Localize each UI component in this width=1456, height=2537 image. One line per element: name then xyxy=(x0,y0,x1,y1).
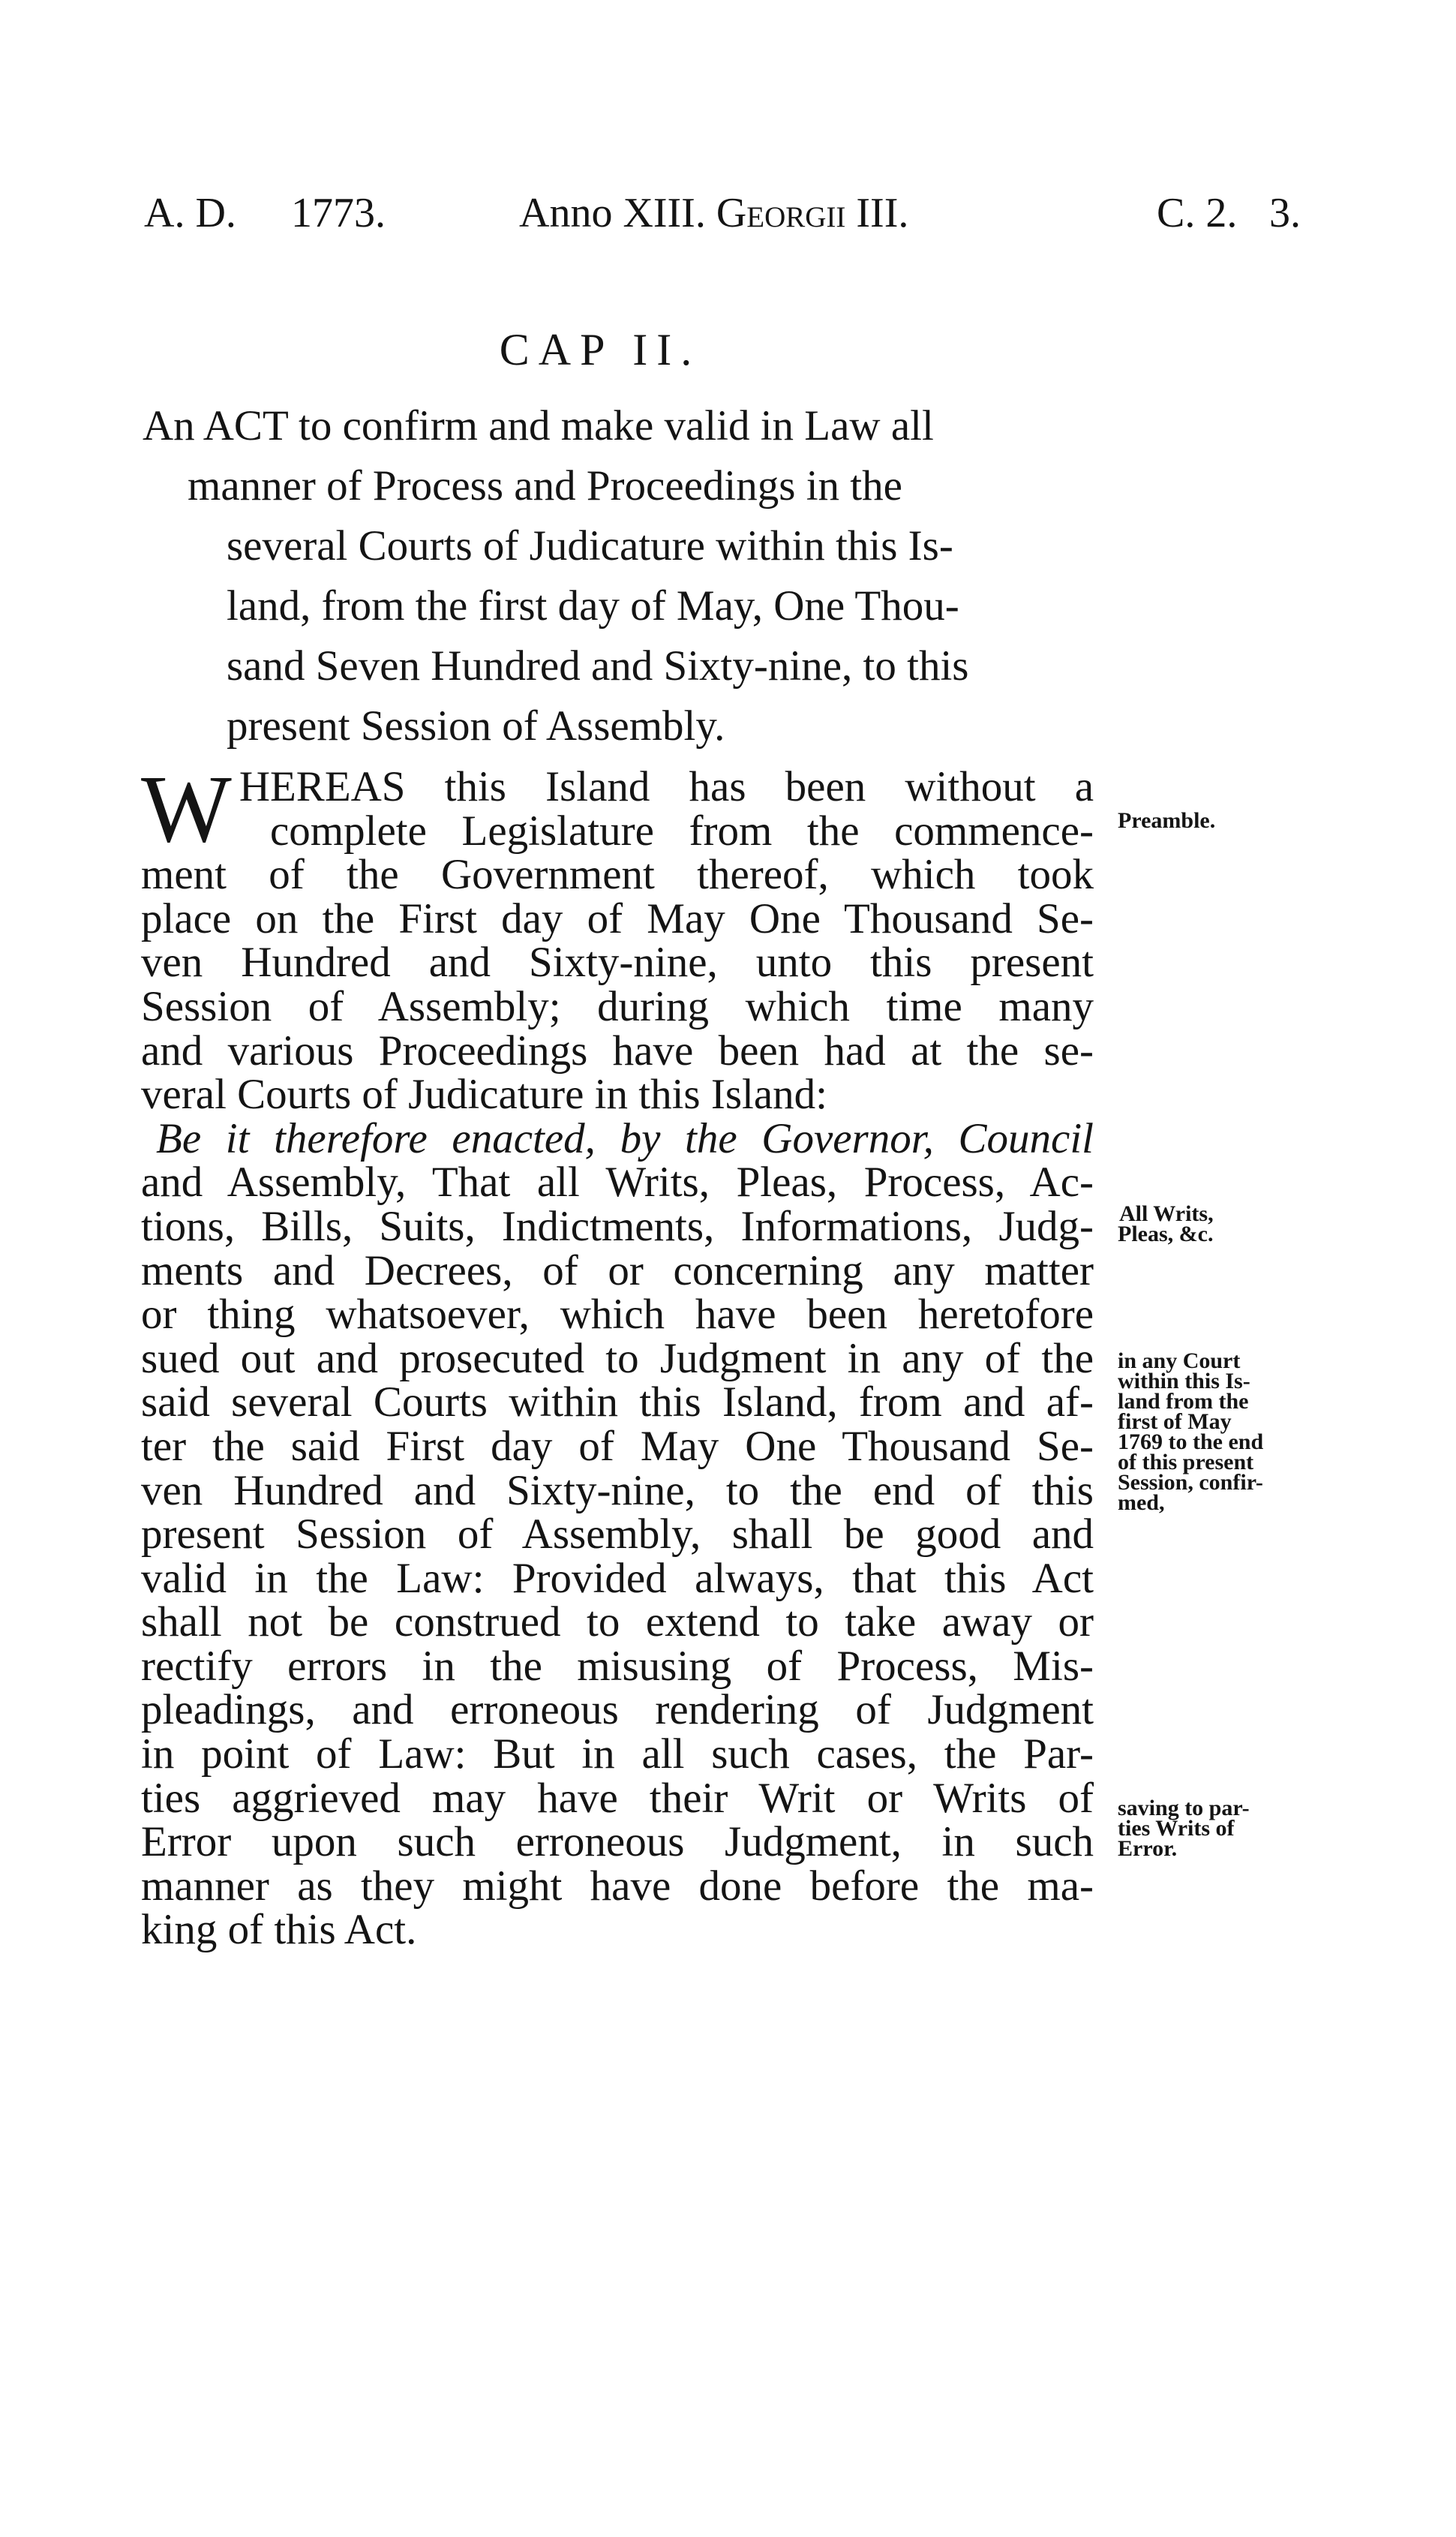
margin-note-line: Preamble. xyxy=(1118,808,1216,833)
text-line: sued out and prosecuted to Judgment in any of the xyxy=(141,1334,1094,1382)
margin-note-line: within this Is- xyxy=(1118,1369,1250,1393)
margin-note-line: of this present xyxy=(1118,1450,1254,1474)
preamble-paragraph xyxy=(141,756,1094,1119)
text-line: ments and Decrees, of or concerning any matter xyxy=(141,1246,1094,1294)
act-title-line: land, from the first day of May, One Thou- xyxy=(227,582,959,630)
text-line: ment of the Government thereof, which took xyxy=(141,851,1094,899)
margin-note-line: in any Court xyxy=(1118,1348,1241,1373)
text-line: Error upon such erroneous Judgment, in such xyxy=(141,1818,1094,1866)
text-line: and Assembly, That all Writs, Pleas, Process, Ac- xyxy=(141,1159,1094,1207)
text-line: manner as they might have done before the ma- xyxy=(141,1862,1094,1910)
margin-note-line: 1769 to the end xyxy=(1118,1429,1264,1454)
act-title xyxy=(135,396,1103,756)
margin-note-writs xyxy=(1118,1201,1335,1246)
margin-note-line: saving to par- xyxy=(1118,1796,1250,1820)
text-line: or thing whatsoever, which have been heretofore xyxy=(141,1291,1094,1339)
text-line: valid in the Law: Provided always, that this Act xyxy=(141,1554,1094,1602)
header-ad: A. D. xyxy=(144,190,236,236)
margin-note-court xyxy=(1118,1348,1335,1515)
text-line: king of this Act. xyxy=(141,1906,417,1954)
text-line: in point of Law: But in all such cases, the Par- xyxy=(141,1730,1094,1778)
text-line: tions, Bills, Suits, Indictments, Informations, Judg- xyxy=(141,1202,1094,1250)
text-line: ven Hundred and Sixty-nine, unto this present xyxy=(141,939,1094,987)
text-line: HEREAS this Island has been without a xyxy=(239,763,1094,810)
act-title-line: An ACT to confirm and make valid in Law all xyxy=(143,402,934,449)
text-line: Session of Assembly; during which time many xyxy=(141,982,1094,1030)
text-line: ven Hundred and Sixty-nine, to the end of this xyxy=(141,1466,1094,1514)
margin-note-line: land from the xyxy=(1118,1389,1249,1414)
margin-note-line: first of May xyxy=(1118,1409,1232,1434)
text-line: and various Proceedings have been had at the se- xyxy=(141,1027,1094,1075)
chapter-title: CAP II. xyxy=(499,325,701,374)
text-line: pleadings, and erroneous rendering of Judgment xyxy=(141,1686,1094,1734)
text-line: veral Courts of Judicature in this Island: xyxy=(141,1071,827,1119)
text-line: rectify errors in the misusing of Process, Mis- xyxy=(141,1642,1094,1690)
text-line: complete Legislature from the commence- xyxy=(270,807,1094,855)
margin-note-line: Pleas, &c. xyxy=(1118,1222,1214,1246)
margin-note-line: Error. xyxy=(1118,1836,1178,1861)
act-title-line: sand Seven Hundred and Sixty-nine, to this xyxy=(227,642,969,690)
margin-note-preamble xyxy=(1118,810,1335,831)
margin-note-line: ties Writs of xyxy=(1118,1816,1235,1841)
header-year: 1773. xyxy=(291,190,386,236)
text-line: said several Courts within this Island, from and af- xyxy=(141,1378,1094,1426)
drop-cap: W xyxy=(141,756,232,862)
header-anno: Anno XIII. xyxy=(519,190,706,236)
header-reign: Georgii III. xyxy=(716,190,909,236)
margin-note-line: Session, confir- xyxy=(1118,1470,1263,1495)
text-line: present Session of Assembly, shall be good and xyxy=(141,1510,1094,1559)
page-number: 3. xyxy=(1269,190,1301,236)
header-chapter: C. 2. xyxy=(1157,190,1238,236)
text-line: Be it therefore enacted, by the Governor, Council xyxy=(156,1114,1094,1162)
act-title-line: manner of Process and Proceedings in the xyxy=(188,462,902,510)
running-header xyxy=(135,189,1305,249)
enactment-paragraph xyxy=(141,1114,1094,1954)
act-title-line: several Courts of Judicature within this Is- xyxy=(227,522,953,570)
act-body xyxy=(141,756,1094,1954)
margin-note-line: All Writs, xyxy=(1119,1201,1214,1226)
text-line: ties aggrieved may have their Writ or Writs of xyxy=(141,1774,1094,1822)
act-title-line: present Session of Assembly. xyxy=(227,702,725,750)
header-regnal-year xyxy=(519,189,908,237)
text-line: ter the said First day of May One Thousand Se- xyxy=(141,1422,1094,1470)
text-line: place on the First day of May One Thousand Se- xyxy=(141,894,1094,942)
margin-note-saving xyxy=(1118,1798,1335,1859)
margin-note-line: med, xyxy=(1118,1490,1165,1515)
text-line: shall not be construed to extend to take away or xyxy=(141,1598,1094,1646)
